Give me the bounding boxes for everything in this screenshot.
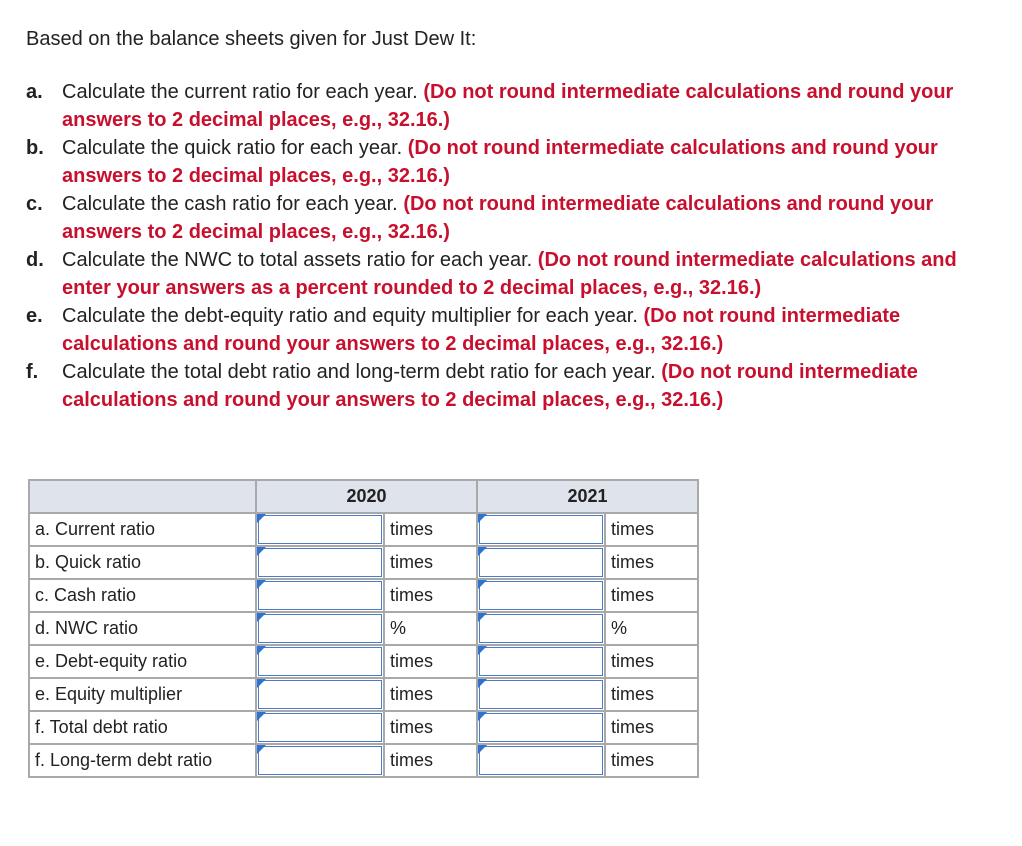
flag-icon [478, 547, 487, 556]
question-letter: f. [26, 361, 39, 383]
question-list [26, 78, 966, 414]
cell-2021 [477, 711, 605, 744]
answer-input-cash-ratio-2020[interactable] [258, 581, 382, 610]
row-label: f. Total debt ratio [29, 711, 256, 744]
cell-2020 [256, 579, 384, 612]
flag-icon [257, 679, 266, 688]
question-note: (Do not round intermediate calculations and round your answers to 2 decimal places, e.g., 32.16.) [62, 137, 938, 187]
question-c [26, 190, 966, 246]
flag-icon [478, 745, 487, 754]
answer-input-current-ratio-2021[interactable] [479, 515, 603, 544]
table-row [29, 546, 698, 579]
cell-2021 [477, 612, 605, 645]
question-text: Calculate the current ratio for each year. [62, 81, 418, 103]
answer-input-total-debt-2020[interactable] [258, 713, 382, 742]
question-e [26, 302, 966, 358]
question-letter: c. [26, 193, 43, 215]
flag-icon [478, 646, 487, 655]
table-row [29, 513, 698, 546]
flag-icon [478, 580, 487, 589]
answer-input-quick-ratio-2020[interactable] [258, 548, 382, 577]
unit-label: times [605, 744, 698, 777]
cell-2021 [477, 744, 605, 777]
question-text: Calculate the total debt ratio and long-term debt ratio for each year. [62, 361, 656, 383]
question-note: (Do not round intermediate calculations and round your answers to 2 decimal places, e.g., 32.16.) [62, 193, 934, 243]
question-b [26, 134, 966, 190]
question-letter: d. [26, 249, 44, 271]
answer-input-long-term-debt-2021[interactable] [479, 746, 603, 775]
cell-2021 [477, 513, 605, 546]
table-row [29, 744, 698, 777]
answer-input-debt-equity-2021[interactable] [479, 647, 603, 676]
answer-input-nwc-ratio-2020[interactable] [258, 614, 382, 643]
cell-2021 [477, 546, 605, 579]
answer-input-nwc-ratio-2021[interactable] [479, 614, 603, 643]
answer-input-total-debt-2021[interactable] [479, 713, 603, 742]
flag-icon [478, 514, 487, 523]
flag-icon [257, 580, 266, 589]
unit-label: times [605, 579, 698, 612]
table-row [29, 711, 698, 744]
row-label: a. Current ratio [29, 513, 256, 546]
header-2020: 2020 [256, 480, 477, 513]
answer-input-equity-multiplier-2020[interactable] [258, 680, 382, 709]
unit-label: times [384, 645, 477, 678]
unit-label: % [605, 612, 698, 645]
header-row [29, 480, 698, 513]
flag-icon [257, 646, 266, 655]
question-text: Calculate the debt-equity ratio and equity multiplier for each year. [62, 305, 638, 327]
answer-input-cash-ratio-2021[interactable] [479, 581, 603, 610]
question-text: Calculate the NWC to total assets ratio for each year. [62, 249, 533, 271]
cell-2020 [256, 645, 384, 678]
cell-2020 [256, 612, 384, 645]
answer-input-quick-ratio-2021[interactable] [479, 548, 603, 577]
row-label: d. NWC ratio [29, 612, 256, 645]
cell-2021 [477, 579, 605, 612]
table-row [29, 645, 698, 678]
question-note: (Do not round intermediate calculations and enter your answers as a percent rounded to 2 decimal places, e.g., 32.16.) [62, 249, 957, 299]
question-text: Calculate the quick ratio for each year. [62, 137, 403, 159]
table-row [29, 678, 698, 711]
unit-label: times [605, 645, 698, 678]
cell-2021 [477, 678, 605, 711]
row-label: c. Cash ratio [29, 579, 256, 612]
answer-table [28, 479, 699, 778]
flag-icon [478, 712, 487, 721]
unit-label: times [384, 513, 477, 546]
header-blank [29, 480, 256, 513]
question-d [26, 246, 966, 302]
cell-2020 [256, 513, 384, 546]
unit-label: times [384, 711, 477, 744]
unit-label: times [384, 678, 477, 711]
row-label: e. Debt-equity ratio [29, 645, 256, 678]
unit-label: times [605, 513, 698, 546]
table-row [29, 612, 698, 645]
answer-input-current-ratio-2020[interactable] [258, 515, 382, 544]
answer-input-debt-equity-2020[interactable] [258, 647, 382, 676]
flag-icon [478, 679, 487, 688]
cell-2021 [477, 645, 605, 678]
unit-label: times [605, 678, 698, 711]
unit-label: times [605, 711, 698, 744]
row-label: b. Quick ratio [29, 546, 256, 579]
cell-2020 [256, 711, 384, 744]
question-letter: a. [26, 81, 43, 103]
flag-icon [257, 712, 266, 721]
unit-label: % [384, 612, 477, 645]
unit-label: times [384, 579, 477, 612]
flag-icon [257, 514, 266, 523]
question-a [26, 78, 966, 134]
table-row [29, 579, 698, 612]
question-letter: e. [26, 305, 43, 327]
flag-icon [257, 745, 266, 754]
cell-2020 [256, 546, 384, 579]
question-note: (Do not round intermediate calculations and round your answers to 2 decimal places, e.g., 32.16.) [62, 81, 954, 131]
unit-label: times [384, 744, 477, 777]
question-f [26, 358, 966, 414]
answer-input-equity-multiplier-2021[interactable] [479, 680, 603, 709]
flag-icon [257, 613, 266, 622]
unit-label: times [605, 546, 698, 579]
header-2021: 2021 [477, 480, 698, 513]
row-label: f. Long-term debt ratio [29, 744, 256, 777]
question-text: Calculate the cash ratio for each year. [62, 193, 398, 215]
intro-text: Based on the balance sheets given for Just Dew It: [26, 28, 477, 50]
cell-2020 [256, 744, 384, 777]
question-note: (Do not round intermediate calculations and round your answers to 2 decimal places, e.g., 32.16.) [62, 305, 901, 355]
flag-icon [478, 613, 487, 622]
flag-icon [257, 547, 266, 556]
unit-label: times [384, 546, 477, 579]
question-letter: b. [26, 137, 44, 159]
cell-2020 [256, 678, 384, 711]
answer-input-long-term-debt-2020[interactable] [258, 746, 382, 775]
row-label: e. Equity multiplier [29, 678, 256, 711]
question-note: (Do not round intermediate calculations and round your answers to 2 decimal places, e.g., 32.16.) [62, 361, 918, 411]
